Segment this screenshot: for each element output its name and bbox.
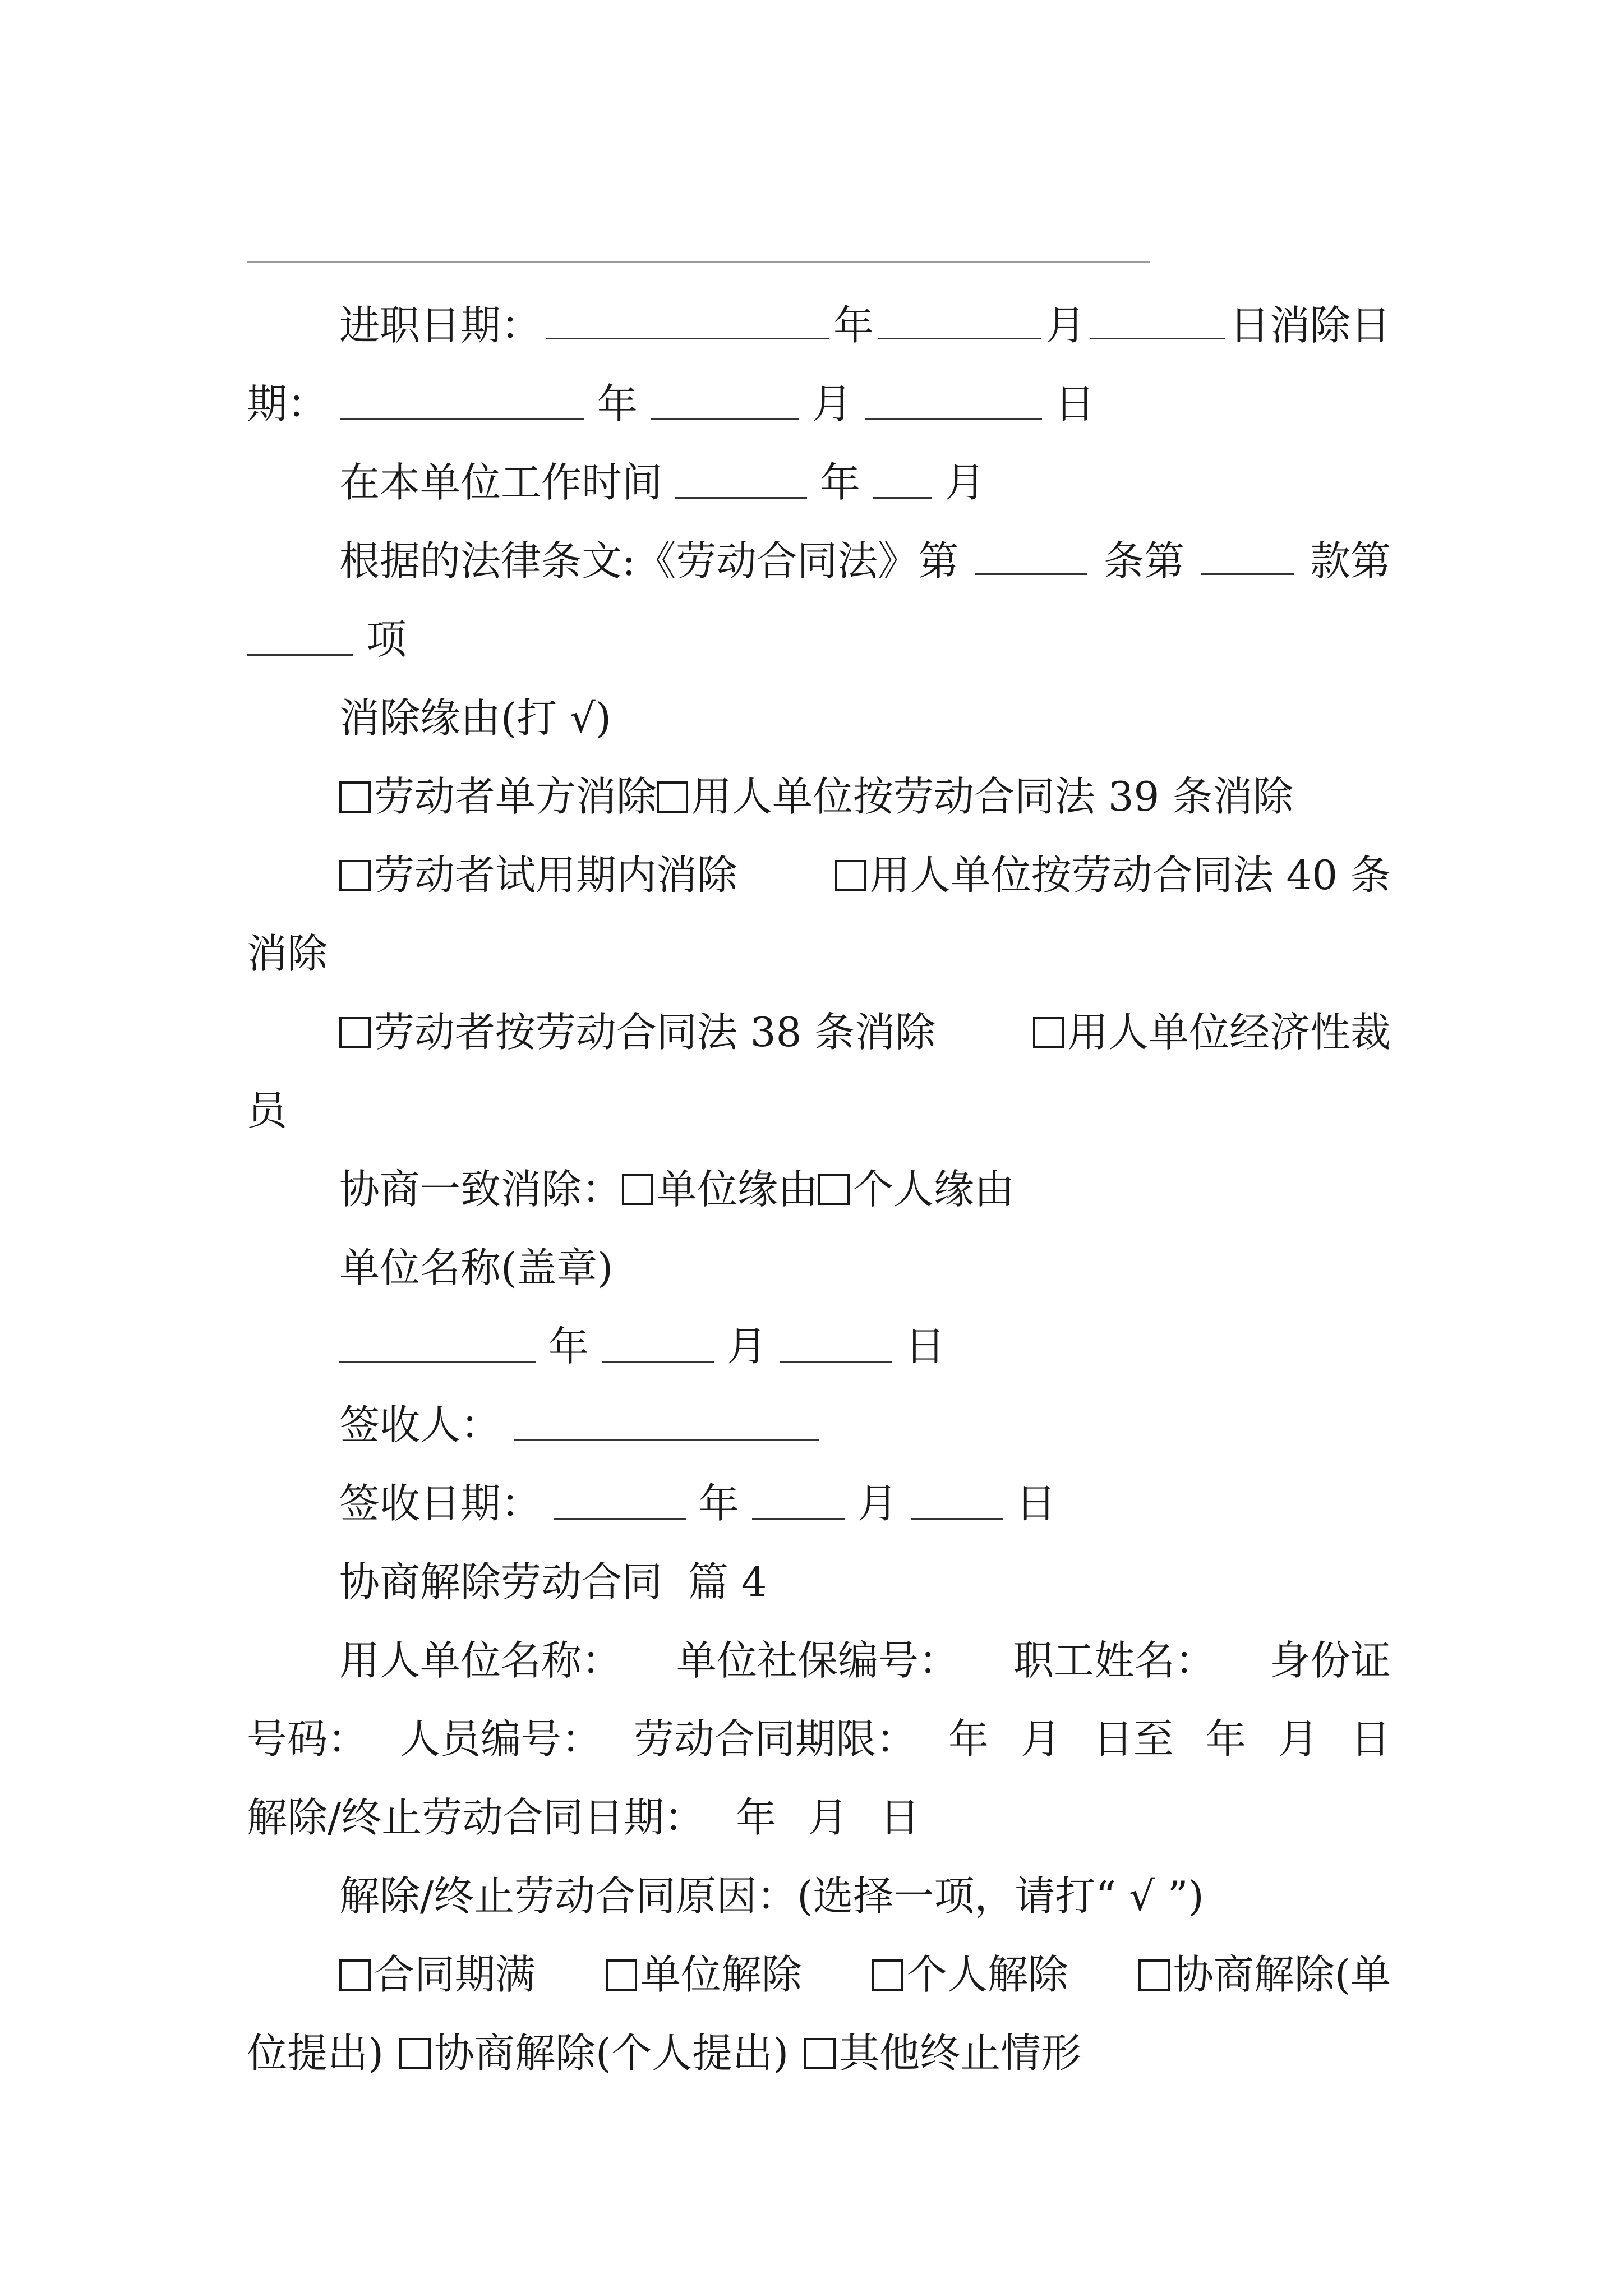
checkbox-icon[interactable] <box>399 2038 431 2069</box>
dismiss-date-label: 日消除日 <box>1229 302 1391 349</box>
s4-line-2 <box>247 1700 1391 1778</box>
section-title-text: 协商解除劳动合同 篇 4 <box>339 1558 767 1605</box>
s4-social-no-label: 单位社保编号： <box>676 1637 959 1684</box>
work-years-unit: 年 <box>819 459 860 506</box>
reason-label-1: 劳动者单方消除 <box>374 773 657 820</box>
sign-date-label: 签收日期： <box>339 1480 542 1527</box>
checkbox-icon[interactable] <box>818 1174 850 1205</box>
unit-date-line <box>247 1307 1391 1386</box>
sign-day-blank[interactable] <box>911 1481 1003 1520</box>
work-time-line <box>247 443 1391 522</box>
reason-row-3 <box>247 993 1391 1071</box>
unit-year-blank[interactable] <box>339 1324 536 1363</box>
entry-year-blank[interactable] <box>546 301 829 339</box>
option-contract-expire: 合同期满 <box>374 1951 536 1998</box>
reason-row-2 <box>247 836 1391 914</box>
dismiss-day-blank[interactable] <box>865 382 1042 420</box>
dismiss-year-blank[interactable] <box>340 382 584 420</box>
s4-end-month: 月 <box>808 1794 849 1841</box>
s4-end-year: 年 <box>736 1794 777 1841</box>
option-unit-terminate: 单位解除 <box>640 1951 802 1998</box>
s4-id-label: 身份证 <box>1269 1637 1391 1684</box>
dismiss-day-unit: 日 <box>1054 380 1095 427</box>
unit-month-blank[interactable] <box>602 1324 714 1363</box>
reason-title <box>247 679 1391 757</box>
s4-term-year-2: 年 <box>1205 1715 1246 1763</box>
legal-basis-line-cont <box>247 600 1391 679</box>
clause-blank[interactable] <box>1201 537 1294 575</box>
entry-date-label: 进职日期： <box>339 302 542 349</box>
sign-year-unit: 年 <box>698 1480 739 1527</box>
s4-unit-name-label: 用人单位名称： <box>339 1637 623 1684</box>
entry-month-unit: 月 <box>1045 302 1086 349</box>
checkbox-icon[interactable] <box>339 781 371 813</box>
s4-reason-label: 解除/终止劳动合同原因：(选择一项，请打“ √ ”) <box>339 1872 1204 1920</box>
s4-person-no-label: 人员编号： <box>399 1715 602 1763</box>
checkbox-icon[interactable] <box>622 1174 653 1205</box>
section-title <box>247 1543 1391 1621</box>
checkbox-icon[interactable] <box>339 1959 371 1991</box>
article-blank[interactable] <box>975 537 1087 575</box>
dismiss-year-unit: 年 <box>597 380 638 427</box>
checkbox-icon[interactable] <box>606 1959 637 1991</box>
reason-label-6: 用人单位经济性裁 <box>1067 1009 1391 1056</box>
mutual-option-unit: 单位缘由 <box>656 1166 818 1213</box>
reason-row-1 <box>247 757 1391 836</box>
s4-term-month-2: 月 <box>1278 1715 1318 1763</box>
s4-term-year: 年 <box>948 1715 989 1763</box>
checkbox-icon[interactable] <box>339 1017 371 1048</box>
entry-year-unit: 年 <box>833 302 874 349</box>
signer-blank[interactable] <box>514 1403 819 1441</box>
dismiss-month-unit: 月 <box>811 380 852 427</box>
s4-term-month: 月 <box>1020 1715 1061 1763</box>
reason-label-5: 劳动者按劳动合同法 38 条消除 <box>374 1009 936 1056</box>
sign-month-blank[interactable] <box>752 1481 845 1520</box>
option-mutual-personal: 协商解除(个人提出) <box>434 2030 789 2077</box>
reason-label-3: 劳动者试用期内消除 <box>374 852 737 899</box>
s4-reason-line <box>247 1857 1391 1935</box>
reason-row-2-cont <box>247 914 1391 993</box>
reason-title-text: 消除缘由(打 √) <box>339 694 611 742</box>
clause-unit: 款第 <box>1310 537 1391 585</box>
s4-id-label-cont: 号码： <box>247 1715 368 1763</box>
reason-label-4: 用人单位按劳动合同法 40 条 <box>869 852 1391 899</box>
checkbox-icon[interactable] <box>339 860 371 891</box>
checkbox-icon[interactable] <box>1138 1959 1170 1991</box>
option-mutual-unit: 协商解除(单 <box>1173 1951 1391 1998</box>
checkbox-icon[interactable] <box>1033 1017 1064 1048</box>
item-blank[interactable] <box>247 618 353 656</box>
work-months-blank[interactable] <box>873 461 932 499</box>
mutual-option-personal: 个人缘由 <box>852 1166 1015 1213</box>
unit-seal-line <box>247 1228 1391 1307</box>
sign-year-blank[interactable] <box>554 1481 686 1520</box>
signer-line <box>247 1386 1391 1464</box>
entry-date-line <box>247 286 1391 365</box>
reason-row-3-cont <box>247 1071 1391 1150</box>
checkbox-icon[interactable] <box>835 860 866 891</box>
s4-end-date-label: 解除/终止劳动合同日期： <box>247 1794 705 1841</box>
s4-term-day-2: 日 <box>1350 1715 1391 1763</box>
sign-date-line <box>247 1464 1391 1543</box>
work-years-blank[interactable] <box>675 461 807 499</box>
mutual-label: 协商一致消除： <box>339 1166 623 1213</box>
entry-day-blank[interactable] <box>1090 301 1225 339</box>
s4-contract-term-label: 劳动合同期限： <box>633 1715 916 1763</box>
s4-end-day: 日 <box>879 1794 920 1841</box>
legal-basis-label: 根据的法律条文:《劳动合同法》第 <box>339 537 959 585</box>
s4-staff-name-label: 职工姓名： <box>1013 1637 1215 1684</box>
unit-day-unit: 日 <box>905 1323 946 1370</box>
option-mutual-unit-cont: 位提出) <box>247 2030 384 2077</box>
work-time-label: 在本单位工作时间 <box>339 459 663 506</box>
dismiss-date-label-cont: 期： <box>247 380 328 427</box>
signer-label: 签收人： <box>339 1401 501 1448</box>
s4-line-3 <box>247 1778 1391 1857</box>
unit-year-unit: 年 <box>548 1323 589 1370</box>
mutual-line <box>247 1150 1391 1228</box>
unit-month-unit: 月 <box>726 1323 767 1370</box>
s4-term-day-to: 日至 <box>1092 1715 1174 1763</box>
dismiss-date-line <box>247 365 1391 443</box>
work-months-unit: 月 <box>944 459 985 506</box>
checkbox-icon[interactable] <box>872 1959 903 1991</box>
header-rule <box>247 261 1150 263</box>
options-row-2 <box>247 2014 1391 2092</box>
reason-label-4-cont: 消除 <box>247 930 328 977</box>
checkbox-icon[interactable] <box>657 781 688 813</box>
reason-label-6-cont: 员 <box>247 1087 288 1134</box>
options-row-1 <box>247 1935 1391 2014</box>
sign-day-unit: 日 <box>1016 1480 1057 1527</box>
s4-line-1 <box>247 1621 1391 1700</box>
unit-day-blank[interactable] <box>780 1324 892 1363</box>
unit-seal-label: 单位名称(盖章) <box>339 1244 614 1291</box>
option-personal-terminate: 个人解除 <box>906 1951 1068 1998</box>
dismiss-month-blank[interactable] <box>651 382 799 420</box>
item-unit: 项 <box>366 616 407 663</box>
legal-basis-line <box>247 522 1391 600</box>
option-other: 其他终止情形 <box>839 2030 1082 2077</box>
article-unit: 条第 <box>1104 537 1185 585</box>
sign-month-unit: 月 <box>857 1480 898 1527</box>
entry-month-blank[interactable] <box>878 301 1041 339</box>
checkbox-icon[interactable] <box>804 2038 836 2069</box>
document-body <box>247 286 1391 2092</box>
reason-label-2: 用人单位按劳动合同法 39 条消除 <box>691 773 1294 820</box>
